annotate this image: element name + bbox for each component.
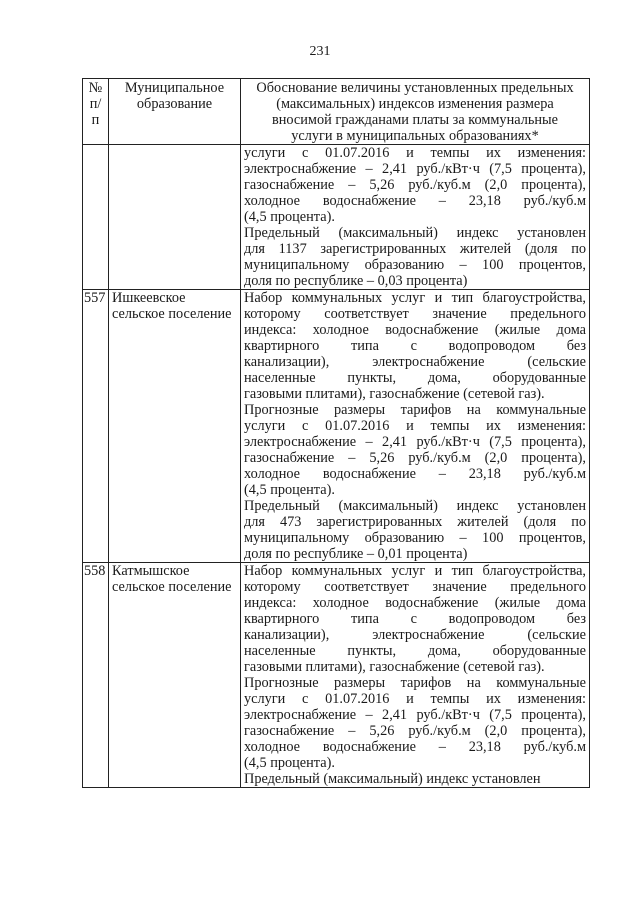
justification-line: холодное водоснабжение – 23,18 руб./куб.м xyxy=(244,739,586,755)
justification-line: газовыми плитами), газоснабжение (сетевой газ). xyxy=(244,659,545,675)
row-number: 557 xyxy=(83,290,109,563)
justification-line: которому соответствует значение предельного xyxy=(244,306,586,322)
justification-line: Предельный (максимальный) индекс установлен xyxy=(244,771,541,787)
header-justification xyxy=(241,79,590,145)
justification-line: Набор коммунальных услуг и тип благоустройства, xyxy=(244,563,586,579)
justification-line: газоснабжение – 5,26 руб./куб.м (2,0 процента), xyxy=(244,723,586,739)
header-number-line: № xyxy=(88,80,103,96)
justification-line: услуги с 01.07.2016 и темпы их изменения: xyxy=(244,418,586,434)
justification-line: для 1137 зарегистрированных жителей (доля по xyxy=(244,241,586,257)
justification-line: канализации), электроснабжение (сельские xyxy=(244,354,586,370)
justification-line: холодное водоснабжение – 23,18 руб./куб.м xyxy=(244,466,586,482)
justification-line: канализации), электроснабжение (сельские xyxy=(244,627,586,643)
justification-paragraph xyxy=(244,402,586,498)
justification-paragraph xyxy=(244,498,586,562)
justification-paragraph xyxy=(244,290,586,402)
justification-line: индекса: холодное водоснабжение (жилые дома xyxy=(244,595,586,611)
municipality-name-line: сельское поселение xyxy=(112,306,232,322)
justification-paragraph xyxy=(244,145,586,225)
municipality-name xyxy=(109,145,241,290)
justification-line: населенные пункты, дома, оборудованные xyxy=(244,370,586,386)
justification-cell xyxy=(241,563,590,788)
table-row xyxy=(83,563,590,788)
justification-line: Прогнозные размеры тарифов на коммунальные xyxy=(244,675,586,691)
header-municipality-line: Муниципальное xyxy=(124,80,225,96)
justification-paragraph xyxy=(244,225,586,289)
header-justification-line: (максимальных) индексов изменения размера xyxy=(276,96,554,112)
tariff-index-table xyxy=(82,78,590,788)
justification-line: услуги с 01.07.2016 и темпы их изменения: xyxy=(244,691,586,707)
justification-line: электроснабжение – 2,41 руб./кВт·ч (7,5 процента), xyxy=(244,434,586,450)
justification-line: (4,5 процента). xyxy=(244,755,335,771)
municipality-name xyxy=(109,290,241,563)
page-number: 231 xyxy=(309,44,331,59)
municipality-name-line: Катмышское xyxy=(112,563,190,579)
row-number xyxy=(83,145,109,290)
justification-line: доля по республике – 0,01 процента) xyxy=(244,546,468,562)
justification-line: электроснабжение – 2,41 руб./кВт·ч (7,5 процента), xyxy=(244,161,586,177)
header-justification-line: Обоснование величины установленных предельных xyxy=(256,80,574,96)
municipality-name xyxy=(109,563,241,788)
header-municipality-line: образование xyxy=(136,96,213,112)
header-justification-line: вносимой гражданами платы за коммунальные xyxy=(272,112,558,128)
justification-line: электроснабжение – 2,41 руб./кВт·ч (7,5 процента), xyxy=(244,707,586,723)
justification-line: Набор коммунальных услуг и тип благоустройства, xyxy=(244,290,586,306)
header-number xyxy=(83,79,109,145)
header-number-line: п/п xyxy=(89,96,102,128)
justification-line: квартирного типа с водопроводом без xyxy=(244,338,586,354)
justification-line: Предельный (максимальный) индекс установлен xyxy=(244,498,586,514)
justification-line: квартирного типа с водопроводом без xyxy=(244,611,586,627)
justification-line: индекса: холодное водоснабжение (жилые дома xyxy=(244,322,586,338)
municipality-name-line: Ишкеевское xyxy=(112,290,186,306)
table-row xyxy=(83,290,590,563)
justification-line: газоснабжение – 5,26 руб./куб.м (2,0 процента), xyxy=(244,177,586,193)
justification-line: газовыми плитами), газоснабжение (сетевой газ). xyxy=(244,386,545,402)
justification-paragraph xyxy=(244,675,586,771)
justification-line: доля по республике – 0,03 процента) xyxy=(244,273,468,289)
justification-paragraph xyxy=(244,563,586,675)
justification-line: услуги с 01.07.2016 и темпы их изменения: xyxy=(244,145,586,161)
justification-paragraph xyxy=(244,771,586,787)
justification-cell xyxy=(241,145,590,290)
justification-line: (4,5 процента). xyxy=(244,209,335,225)
municipality-name-line: сельское поселение xyxy=(112,579,232,595)
justification-line: (4,5 процента). xyxy=(244,482,335,498)
justification-line: Предельный (максимальный) индекс установлен xyxy=(244,225,586,241)
justification-cell xyxy=(241,290,590,563)
table-body xyxy=(83,145,590,788)
justification-line: муниципальному образованию – 100 процентов, xyxy=(244,530,586,546)
justification-line: для 473 зарегистрированных жителей (доля по xyxy=(244,514,586,530)
table-header-row xyxy=(83,79,590,145)
justification-line: газоснабжение – 5,26 руб./куб.м (2,0 процента), xyxy=(244,450,586,466)
justification-line: которому соответствует значение предельного xyxy=(244,579,586,595)
table-row xyxy=(83,145,590,290)
justification-line: Прогнозные размеры тарифов на коммунальные xyxy=(244,402,586,418)
header-municipality xyxy=(109,79,241,145)
justification-line: муниципальному образованию – 100 процентов, xyxy=(244,257,586,273)
header-justification-line: услуги в муниципальных образованиях* xyxy=(291,128,539,144)
row-number: 558 xyxy=(83,563,109,788)
justification-line: холодное водоснабжение – 23,18 руб./куб.м xyxy=(244,193,586,209)
justification-line: населенные пункты, дома, оборудованные xyxy=(244,643,586,659)
